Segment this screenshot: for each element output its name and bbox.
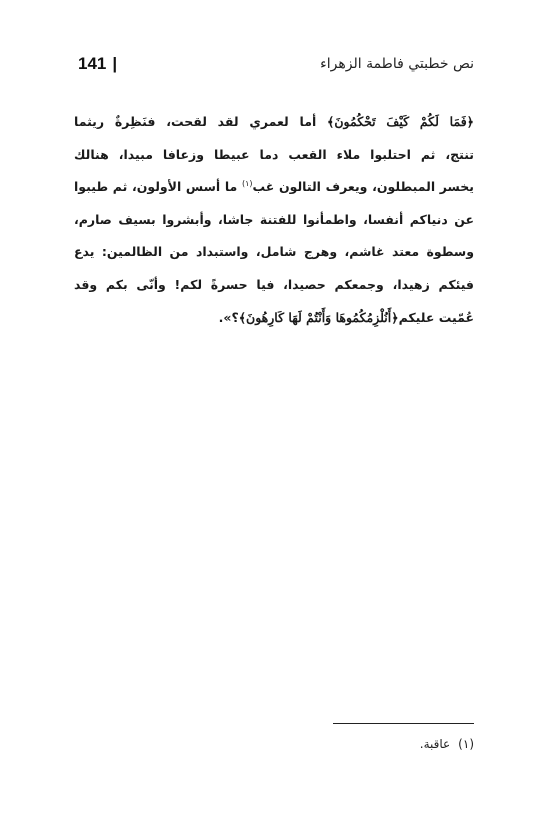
body-line-3-text-b: ما أسس الأولون، ثم طيبوا (74, 179, 242, 195)
footnote-divider (333, 723, 474, 724)
page-header (78, 52, 474, 76)
body-line-3-text-a: يخسر المبطلون، ويعرف التالون غب (252, 179, 474, 195)
page-number-value: 141 (78, 54, 107, 73)
body-line-1 (74, 106, 474, 139)
quran-verse-1: فَمَا لَكُمْ كَيْفَ تَحْكُمُونَ (334, 114, 467, 129)
body-text (74, 106, 474, 334)
quran-verse-2: أَنُلْزِمُكُمُوهَا وَأَنْتُمْ لَهَا كَارِهُونَ (246, 309, 392, 325)
body-line-2: تنتج، ثم احتلبوا ملاء القعب دما عبيطا وزعافا مبيدا، هنالك (74, 146, 474, 162)
body-line-7 (74, 302, 474, 335)
body-line-4: عن دنياكم أنفسا، واطمأنوا للفتنة جاشا، وأبشروا بسيف صارم، (74, 211, 474, 227)
quran-bracket-close: ﴾ (327, 114, 335, 129)
quran-bracket-close-2: ﴾ (238, 309, 247, 325)
footnote-number: (١) (458, 737, 474, 751)
page-number (78, 52, 117, 76)
body-line-7-text-b: ؟». (218, 309, 239, 325)
footnote-reference[interactable]: (١) (241, 179, 253, 189)
body-line-7-text-a: عُمّيت عليكم (398, 309, 474, 325)
quran-bracket-open-2: ﴿ (391, 309, 399, 325)
footnote-text: عاقبة. (419, 737, 451, 751)
body-line-6: فيئكم زهيدا، وجمعكم حصيدا، فيا حسرةً لكم! وأنّى بكم وقد (74, 276, 474, 292)
body-line-5: وسطوة معتد غاشم، وهرج شامل، واستبداد من الظالمين: يدع (74, 244, 474, 260)
quran-bracket-open: ﴿ (466, 114, 474, 129)
footnote (420, 734, 474, 754)
running-title: نص خطبتي فاطمة الزهراء (320, 56, 474, 72)
page-number-separator: | (112, 54, 118, 73)
body-line-3 (74, 171, 474, 204)
body-line-1-text: أما لعمري لقد لقحت، فنَظِرةٌ ريثما (74, 114, 327, 129)
